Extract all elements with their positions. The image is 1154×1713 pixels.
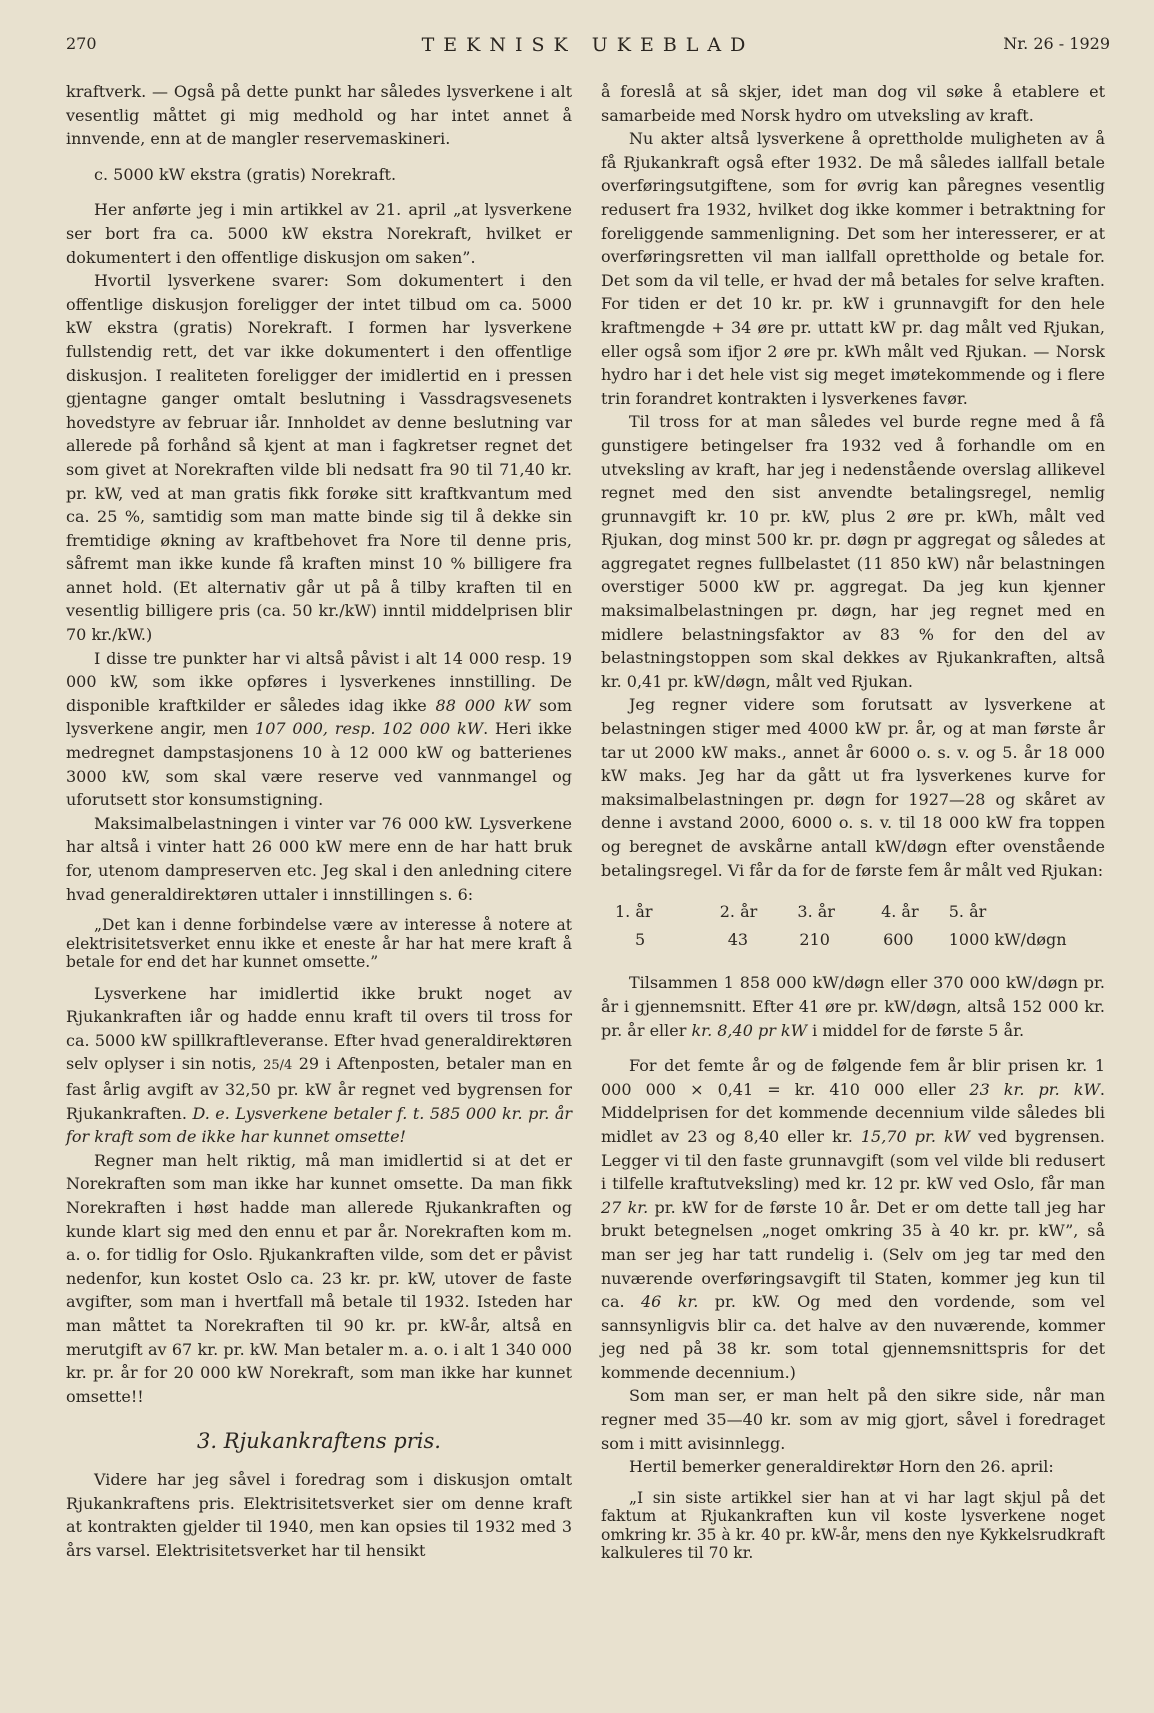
block-quote: „Det kan i denne forbindelse være av interesse å notere at elektrisitetsverket ennu ikke et eneste år har hat mere kraft å betale for end det har kunnet omsette.”	[66, 916, 572, 972]
table-cell: 600	[883, 929, 914, 949]
paragraph: Som man ser, er man helt på den sikre side, når man regner med 35—40 kr. som av mig gjort, såvel i foredraget som i mitt avisinnlegg.	[601, 1386, 1105, 1453]
paragraph: Her anførte jeg i min artikkel av 21. april „at lysverkene ser bort fra ca. 5000 kW ekstra Norekraft, hvilket er dokumentert i den offentlige diskusjon om saken”.	[66, 200, 572, 267]
yearly-table	[601, 898, 1105, 953]
table-header-row	[601, 898, 1105, 926]
page-number: 270	[66, 34, 97, 53]
table-header: 4. år	[881, 902, 919, 922]
table-header: 2. år	[719, 902, 758, 922]
paragraph: I disse tre punkter har vi altså påvist i alt 14 000 resp. 19 000 kW, som ikke opføres i lysverkenes innstilling. De disponible kraftkilder er således idag ikke 88 000 kW som lysverkene angir, men 107 000, resp. 102 000 kW. Heri ikke medregnet dampstasjonens 10 à 12 000 kW og batterienes 3000 kW, som skal være reserve ved vannmangel og uforutsett stor konsumstigning.	[66, 648, 573, 810]
table-header: 3. år	[797, 902, 835, 922]
section-heading: 3. Rjukankraftens pris.	[197, 1429, 441, 1454]
paragraph: For det femte år og de følgende fem år blir prisen kr. 1 000 000 × 0,41 = kr. 410 000 eller 23 kr. pr. kW. Middelprisen for det kommende decennium vilde således bli midlet av 23 og 8,40 eller kr. 15,70 pr. kW ved bygrensen. Legger vi til den faste grunnavgift (som vel vilde bli redusert i tilfelle kraftutveksling) med kr. 12 pr. kW ved Oslo, får man 27 kr. pr. kW for de første 10 år. Det er om dette tall jeg har brukt betegnelsen „noget omkring 35 à 40 kr. pr. kW”, så man ser jeg har tatt rundelig i. (Selv om jeg tar med den nuværende overføringsavgift til Staten, kommer jeg kun til ca. 46 kr. pr. kW. Og med den vordende, som vel sannsynligvis blir ca. det halve av den nuværende, kommer jeg ned på 38 kr. som total gjennemsnittspris for det kommende decennium.)	[601, 1056, 1106, 1382]
paragraph: Tilsammen 1 858 000 kW/døgn eller 370 000 kW/døgn pr. år i gjennemsnitt. Efter 41 øre pr. kW/døgn, altså 152 000 kr. pr. år eller kr. 8,40 pr kW i middel for de første 5 år.	[601, 973, 1105, 1040]
table-header: 5. år	[948, 902, 987, 922]
date-fraction: 25/4	[263, 1058, 293, 1074]
block-quote: „I sin siste artikkel sier han at vi har lagt skjul på det faktum at Rjukankraften kun vil koste lysverkene noget omkring kr. 35 à kr. 40 pr. kW-år, mens den nye Kykkelsrudkraft kalkuleres til 70 kr.	[601, 1488, 1105, 1563]
subheading-point-c: c. 5000 kW ekstra (gratis) Norekraft.	[94, 164, 397, 184]
paragraph: Nu akter altså lysverkene å oprettholde muligheten av å få Rjukankraft også efter 1932. De må således iallfall betale overføringsutgiftene, som for øvrig kan påregnes vesentlig redusert fra 1932, hvilket dog ikke kommer i betraktning for foreliggende sammenligning. Det som her interesserer, er at overføringsretten vil man iallfall oprettholde og betale for. Det som da vil telle, er hvad der må betales for selve kraften. For tiden er det 10 kr. pr. kW i grunnavgift for den hele kraftmengde + 34 øre pr. uttatt kW pr. dag målt ved Rjukan, eller også som ifjor 2 øre pr. kWh målt ved Rjukan. — Norsk hydro har i det hele vist sig meget imøtekommende og i flere trin forandret kontrakten i lysverkenes favør.	[601, 129, 1105, 408]
table-cell: 43	[727, 929, 749, 949]
right-column	[601, 80, 1105, 1573]
paragraph: Maksimalbelastningen i vinter var 76 000 kW. Lysverkene har altså i vinter hatt 26 000 kW mere enn de har hatt bruk for, utenom dampreserven etc. Jeg skal i den anledning citere hvad generaldirektøren uttaler i innstillingen s. 6:	[66, 813, 572, 904]
paragraph: kraftverk. — Også på dette punkt har således lysverkene i alt vesentlig måttet gi mig medhold og har intet annet å innvende, enn at de mangler reservemaskineri.	[66, 82, 572, 149]
paragraph: Til tross for at man således vel burde regne med å få gunstigere betingelser fra 1932 ved å forhandle om en utveksling av kraft, har jeg i nedenstående overslag allikevel regnet med den sist anvendte betalingsregel, nemlig grunnavgift kr. 10 pr. kW, plus 2 øre pr. kWh, målt ved Rjukan, dog minst 500 kr. pr. døgn pr aggregat og således at aggregatet regnes fullbelastet (11 850 kW) når belastningen overstiger 5000 kW pr. aggregat. Da jeg kun kjenner maksimalbelastningen pr. døgn, har jeg regnet med en midlere belastningsfaktor av 83 % for den del av belastningstoppen som skal dekkes av Rjukankraften, altså kr. 0,41 pr. kW/døgn, målt ved Rjukan.	[601, 412, 1105, 691]
paragraph: Videre har jeg såvel i foredrag som i diskusjon omtalt Rjukankraftens pris. Elektrisitetsverket sier om denne kraft at kontrakten gjelder til 1940, men kan opsies til 1932 med 3 års varsel. Elektrisitetsverket har til hensikt	[66, 1469, 572, 1560]
paragraph: Lysverkene har imidlertid ikke brukt noget av Rjukankraften iår og hadde ennu kraft til overs til tross for ca. 5000 kW spillkraftleveranse. Efter hvad generaldirektøren selv oplyser i sin notis, 25/4 29 i Aftenposten, betaler man en fast årlig avgift av 32,50 pr. kW år regnet ved bygrensen for Rjukankraften. D. e. Lysverkene betaler f. t. 585 000 kr. pr. år for kraft som de ikke har kunnet omsette!	[66, 983, 573, 1147]
paragraph: Hvortil lysverkene svarer: Som dokumentert i den offentlige diskusjon foreligger der intet tilbud om ca. 5000 kW ekstra (gratis) Norekraft. I formen har lysverkene fullstendig rett, det var ikke dokumentert i den offentlige diskusjon. I realiteten foreligger der imidlertid en i pressen gjentagne ganger omtalt beslutning i Vassdragsvesenets hovedstyre av februar iår. Innholdet av denne beslutning var allerede på forhånd så kjent at man i fagkretser regnet det som givet at Norekraften vilde bli nedsatt fra 90 til 71,40 kr. pr. kW, ved at man gratis fikk forøke sitt kraftkvantum med ca. 25 %, samtidig som man matte binde sig til å dekke sin fremtidige økning av kraftbehovet fra Nore til denne pris, såfremt man ikke kunde få kraften minst 10 % billigere fra annet hold. (Et alternativ går ut på å tilby kraften til en vesentlig billigere pris (ca. 50 kr./kW) inntil middelprisen blir 70 kr./kW.)	[66, 271, 572, 645]
paragraph: Regner man helt riktig, må man imidlertid si at det er Norekraften som man ikke har kunnet omsette. Da man fikk Norekraften i høst hadde man allerede Rjukankraften og kunde klart sig med den ennu et par år. Norekraften kom m. a. o. for tidlig for Oslo. Rjukankraften vilde, som det er påvist nedenfor, kun kostet Oslo ca. 23 kr. pr. kW, utover de faste avgifter, som man i hvertfall må betale til 1932. Isteden har man måttet ta Norekraften til 90 kr. pr. kW-år, altså en merutgift av 67 kr. pr. kW. Man betaler m. a. o. i alt 1 340 000 kr. pr. år for 20 000 kW Norekraft, som man ikke har kunnet omsette!!	[66, 1150, 572, 1406]
paragraph: å foreslå at så skjer, idet man dog vil søke å etablere et samarbeide med Norsk hydro om utveksling av kraft.	[601, 82, 1105, 125]
page-header	[66, 34, 1110, 62]
table-cell: 5	[635, 929, 646, 949]
table-header: 1. år	[615, 902, 653, 922]
table-row	[601, 926, 1105, 954]
issue-number: Nr. 26 - 1929	[1003, 34, 1110, 53]
journal-title: TEKNISK UKEBLAD	[421, 34, 755, 56]
left-column	[66, 80, 572, 1562]
paragraph: Hertil bemerker generaldirektør Horn den 26. april:	[629, 1457, 1054, 1477]
table-cell: 1000 kW/døgn	[948, 929, 1067, 949]
paragraph: Jeg regner videre som forutsatt av lysverkene at belastningen stiger med 4000 kW pr. år, og at man første år tar ut 2000 kW maks., annet år 6000 o. s. v. og 5. år 18 000 kW maks. Jeg har da gått ut fra lysverkenes kurve for maksimalbelastningen pr. døgn for 1927—28 og skåret av denne i avstand 2000, 6000 o. s. v. til 18 000 kW fra toppen og beregnet de avskårne antall kW/døgn efter ovenstående betalingsregel. Vi får da for de første fem år målt ved Rjukan:	[601, 695, 1105, 880]
table-cell: 210	[799, 929, 830, 949]
